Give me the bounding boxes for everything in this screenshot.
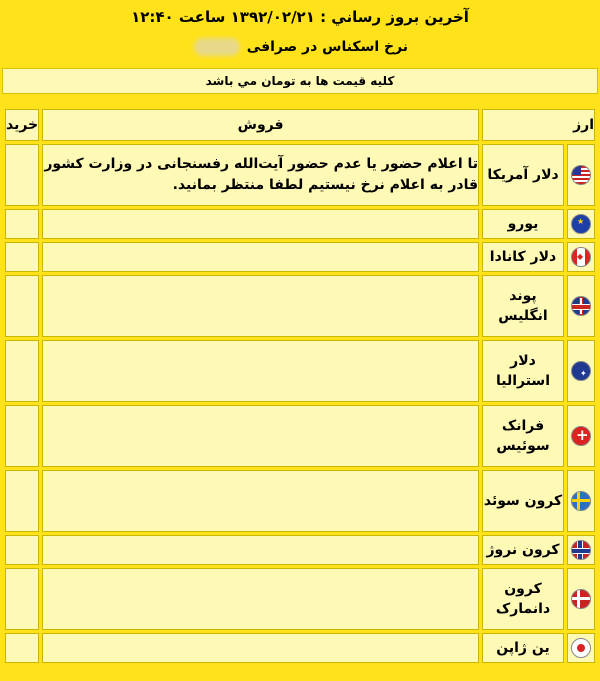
flag-cell [567, 340, 595, 402]
price-unit-note: کلیه قیمت ها به تومان مي باشد [2, 68, 598, 94]
switzerland-flag-icon [571, 426, 591, 446]
canada-flag-icon [571, 247, 591, 267]
currency-name: دلار آمریکا [482, 144, 564, 206]
rates-table [2, 106, 598, 666]
sell-price [42, 405, 479, 467]
buy-price [5, 209, 39, 239]
sell-price: تا اعلام حضور یا عدم حضور آیت‌الله رفسنجانی در وزارت کشور قادر به اعلام نرخ نیستیم لطفا منتظر بمانید. [42, 144, 479, 206]
table-row [5, 144, 595, 206]
currency-name: کرون نروژ [482, 535, 564, 565]
flag-cell [567, 405, 595, 467]
sweden-flag-icon [571, 491, 591, 511]
currency-name: کرون دانمارک [482, 568, 564, 630]
currency-name: فرانک سوئیس [482, 405, 564, 467]
page-title [0, 32, 600, 62]
sell-price [42, 209, 479, 239]
flag-cell [567, 633, 595, 663]
flag-cell [567, 535, 595, 565]
column-header-buy: خرید [5, 109, 39, 141]
sell-price [42, 535, 479, 565]
page-header [0, 0, 600, 68]
buy-price [5, 633, 39, 663]
buy-price [5, 470, 39, 532]
sell-price [42, 633, 479, 663]
column-header-currency: ارز [482, 109, 595, 141]
blurred-exchange-name [194, 38, 240, 56]
table-row [5, 209, 595, 239]
currency-name: دلار کانادا [482, 242, 564, 272]
table-row [5, 535, 595, 565]
flag-cell [567, 568, 595, 630]
buy-price [5, 405, 39, 467]
table-row [5, 242, 595, 272]
currency-name: ین ژاپن [482, 633, 564, 663]
table-row [5, 568, 595, 630]
table-row [5, 340, 595, 402]
page-title-text: نرخ اسکناس در صرافی [246, 39, 409, 55]
australia-flag-icon [571, 361, 591, 381]
flag-cell [567, 144, 595, 206]
eu-flag-icon [571, 214, 591, 234]
table-row [5, 405, 595, 467]
table-row [5, 275, 595, 337]
denmark-flag-icon [571, 589, 591, 609]
flag-cell [567, 470, 595, 532]
norway-flag-icon [571, 540, 591, 560]
table-row [5, 633, 595, 663]
buy-price [5, 340, 39, 402]
sell-price [42, 242, 479, 272]
sell-price [42, 275, 479, 337]
flag-cell [567, 242, 595, 272]
column-header-sell: فروش [42, 109, 479, 141]
currency-name: کرون سوئد [482, 470, 564, 532]
currency-name: یورو [482, 209, 564, 239]
flag-cell [567, 275, 595, 337]
buy-price [5, 275, 39, 337]
sell-price [42, 340, 479, 402]
buy-price [5, 242, 39, 272]
buy-price [5, 535, 39, 565]
usa-flag-icon [571, 165, 591, 185]
sell-price [42, 568, 479, 630]
currency-name: دلار استرالیا [482, 340, 564, 402]
table-header-row [5, 109, 595, 141]
table-row [5, 470, 595, 532]
japan-flag-icon [571, 638, 591, 658]
currency-name: پوند انگلیس [482, 275, 564, 337]
uk-flag-icon [571, 296, 591, 316]
flag-cell [567, 209, 595, 239]
last-update-label: آخرین بروز رساني : ۱۳۹۲/۰۲/۲۱ ساعت ۱۲:۴۰ [131, 8, 469, 26]
sell-price [42, 470, 479, 532]
buy-price [5, 568, 39, 630]
buy-price [5, 144, 39, 206]
